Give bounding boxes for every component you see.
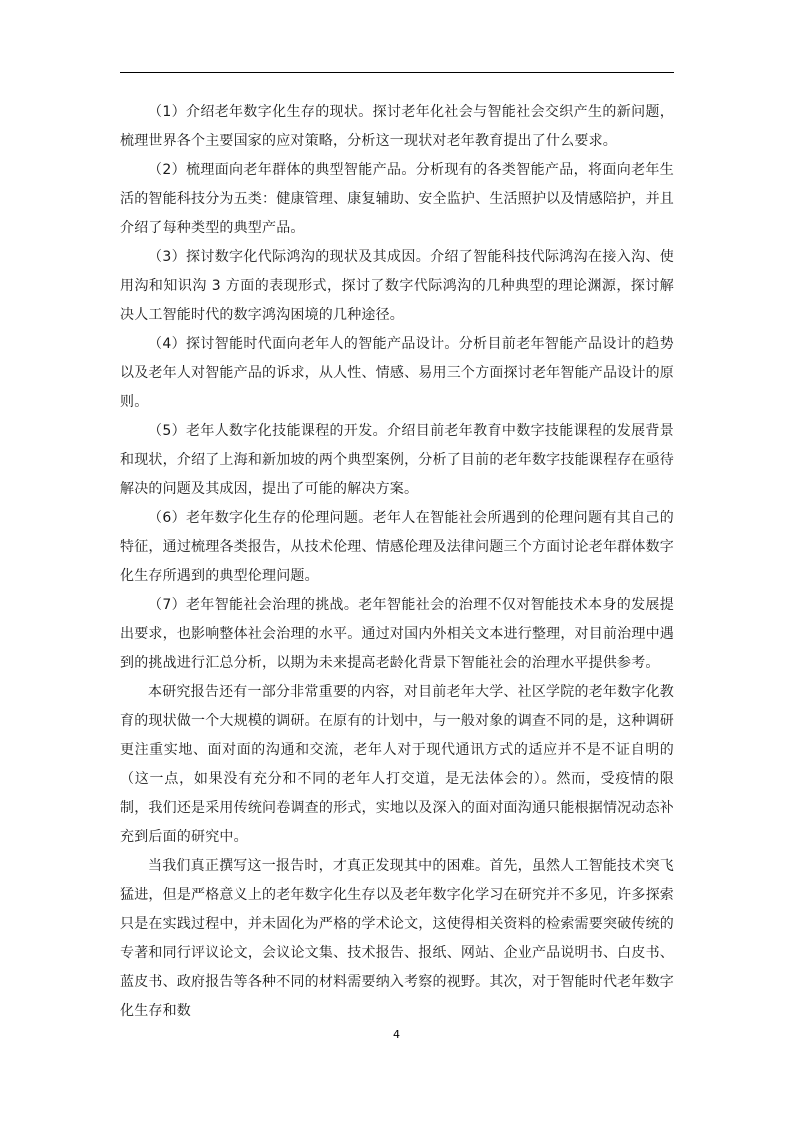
paragraph-item-4: （4）探讨智能时代面向老年人的智能产品设计。分析目前老年智能产品设计的趋势以及老年人对智能产品的诉求，从人性、情感、易用三个方面探讨老年智能产品设计的原则。 <box>120 336 674 410</box>
paragraph-item-6: （6）老年数字化生存的伦理问题。老年人在智能社会所遇到的伦理问题有其自己的特征，通过梳理各类报告，从技术伦理、情感伦理及法律问题三个方面讨论老年群体数字化生存所遇到的典型伦理问题。 <box>120 510 674 584</box>
paragraph-item-7: （7）老年智能社会治理的挑战。老年智能社会的治理不仅对智能技术本身的发展提出要求，也影响整体社会治理的水平。通过对国内外相关文本进行整理，对目前治理中遇到的挑战进行汇总分析，以期为未来提高老龄化背景下智能社会的治理水平提供参考。 <box>120 597 674 671</box>
paragraph-difficulties: 当我们真正撰写这一报告时，才真正发现其中的困难。首先，虽然人工智能技术突飞猛进，但是严格意义上的老年数字化生存以及老年数字化学习在研究并不多见，许多探索只是在实践过程中，并未固化为严格的学术论文，这使得相关资料的检索需要突破传统的专著和同行评议论文，会议论文集、技术报告、报纸、网站、企业产品说明书、白皮书、蓝皮书、政府报告等各种不同的材料需要纳入考察的视野。其次，对于智能时代老年数字化生存和数 <box>120 858 674 1019</box>
page-number: 4 <box>393 1028 400 1041</box>
paragraph-item-1: （1）介绍老年数字化生存的现状。探讨老年化社会与智能社会交织产生的新问题，梳理世界各个主要国家的应对策略，分析这一现状对老年教育提出了什么要求。 <box>120 104 674 149</box>
paragraph-research-survey: 本研究报告还有一部分非常重要的内容，对目前老年大学、社区学院的老年数字化教育的现状做一个大规模的调研。在原有的计划中，与一般对象的调查不同的是，这种调研更注重实地、面对面的沟通和交流，老年人对于现代通讯方式的适应并不是不证自明的（这一点，如果没有充分和不同的老年人打交道，是无法体会的）。然而，受疫情的限制，我们还是采用传统问卷调查的形式，实地以及深入的面对面沟通只能根据情况动态补充到后面的研究中。 <box>120 684 674 845</box>
document-body <box>120 98 674 1026</box>
header-rule <box>120 72 674 73</box>
paragraph-item-5: （5）老年人数字化技能课程的开发。介绍目前老年教育中数字技能课程的发展背景和现状，介绍了上海和新加坡的两个典型案例，分析了目前的老年数字技能课程存在亟待解决的问题及其成因，提出了可能的解决方案。 <box>120 423 674 497</box>
paragraph-item-2: （2）梳理面向老年群体的典型智能产品。分析现有的各类智能产品，将面向老年生活的智能科技分为五类：健康管理、康复辅助、安全监护、生活照护以及情感陪护，并且介绍了每种类型的典型产品。 <box>120 162 674 236</box>
paragraph-item-3: （3）探讨数字化代际鸿沟的现状及其成因。介绍了智能科技代际鸿沟在接入沟、使用沟和知识沟 3 方面的表现形式，探讨了数字代际鸿沟的几种典型的理论渊源，探讨解决人工智能时代的数字鸿沟困境的几种途径。 <box>120 249 674 323</box>
